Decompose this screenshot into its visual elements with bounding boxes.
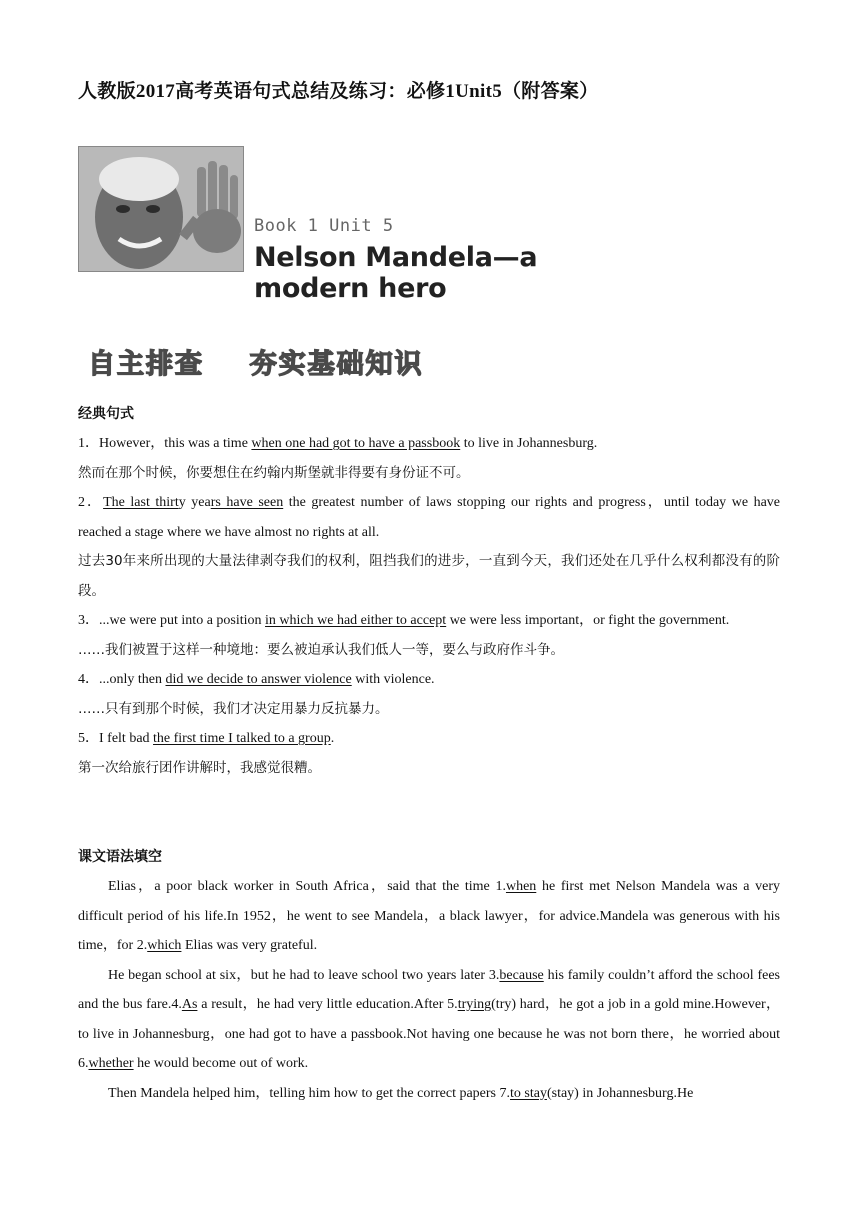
answer-blank: because (499, 967, 544, 983)
underlined-phrase: The last thirt (103, 495, 179, 510)
document-body (78, 400, 780, 1108)
section-heading-grammar: 课文语法填空 (78, 849, 162, 865)
lesson-title: Nelson Mandela—a modern hero (254, 242, 538, 304)
sentence-text: ...we were put into a position (99, 613, 266, 628)
sentence-5-en (78, 724, 780, 754)
answer-blank: which (147, 938, 182, 953)
sentence-3-cn: ……我们被置于这样一种境地：要么被迫承认我们低人一等，要么与政府作斗争。 (78, 641, 564, 658)
passage-text: his family couldn’t afford the school fees and the bus fare.4. (78, 967, 780, 1012)
passage-text: Elias was very grateful. (181, 938, 318, 953)
grammar-paragraph-1 (78, 872, 780, 961)
sentence-4-en (78, 665, 780, 695)
grammar-paragraph-3 (78, 1079, 780, 1109)
sentence-text: . (330, 731, 335, 746)
section-heading-classic: 经典句式 (78, 406, 134, 422)
item-number: 2． (78, 495, 104, 510)
passage-text: Then Mandela helped him，telling him how to get the correct papers 7. (108, 1085, 510, 1101)
section-banner: 自主排查 夯实基础知识 (88, 349, 424, 380)
sentence-text: we were less important，or fight the government. (446, 613, 730, 628)
answer-blank: to stay (510, 1085, 547, 1101)
sentence-text: to live in Johannesburg. (460, 436, 598, 451)
answer-blank: whether (88, 1056, 134, 1071)
passage-text: (try) hard，he got a job in a gold mine.However，to live in Johannesburg，one had got to have a passbook.Not having one because he was not born there，he worried about 6. (78, 997, 780, 1071)
item-number: 3． (78, 613, 99, 628)
spacer (78, 783, 780, 843)
document-title: 人教版2017高考英语句式总结及练习：必修1Unit5（附答案） (78, 81, 599, 102)
sentence-2-en (78, 488, 780, 547)
underlined-phrase: when one had got to have a passbook (251, 436, 461, 451)
book-unit-label: Book 1 Unit 5 (254, 216, 394, 236)
grammar-paragraph-2 (78, 961, 780, 1079)
sentence-1-en (78, 429, 780, 459)
sentence-text: with violence. (351, 672, 435, 687)
passage-text: he first met Nelson Mandela was a very difficult period of his life.In 1952，he went to see Mandela，a black lawyer，for advice.Mandela was generous with his time，for 2. (78, 879, 780, 953)
portrait-photo (78, 146, 244, 272)
sentence-2-cn: 过去30年来所出现的大量法律剥夺我们的权利，阻挡我们的进步，一直到今天，我们还处在几乎什么权利都没有的阶段。 (78, 553, 780, 599)
unit-banner (78, 146, 658, 304)
item-number: 1． (78, 436, 99, 451)
sentence-text: the greatest number of laws stopping our rights and progress，until today we have reached a stage where we have almost no rights at all. (78, 495, 780, 540)
sentence-3-en (78, 606, 780, 636)
answer-blank: trying (457, 997, 492, 1012)
underlined-phrase: the first time I talked to a group (153, 731, 331, 746)
sentence-text: ...only then (99, 672, 166, 687)
portrait-photo-icon (79, 147, 243, 271)
sentence-text: I felt bad (99, 731, 154, 746)
item-number: 5． (78, 731, 99, 746)
passage-text: he would become out of work. (133, 1056, 309, 1071)
sentence-1-cn: 然而在那个时候，你要想住在约翰内斯堡就非得要有身份证不可。 (78, 464, 470, 481)
passage-text: Elias，a poor black worker in South Africa，said that the time 1. (108, 879, 506, 894)
sentence-5-cn: 第一次给旅行团作讲解时，我感觉很糟。 (78, 759, 321, 776)
passage-text: (stay) in Johannesburg.He (546, 1085, 694, 1101)
underlined-phrase: in which we had either to accept (265, 613, 447, 628)
sentence-4-cn: ……只有到那个时候，我们才决定用暴力反抗暴力。 (78, 700, 389, 717)
underlined-phrase: rs have seen (210, 495, 284, 510)
answer-blank: when (505, 879, 537, 894)
sentence-text: However，this was a time (99, 436, 252, 451)
passage-text: a result，he had very little education.After 5. (197, 997, 458, 1012)
item-number: 4． (78, 672, 99, 687)
sentence-text: y yea (178, 495, 211, 510)
answer-blank: As (181, 997, 198, 1012)
passage-text: He began school at six，but he had to leave school two years later 3. (108, 967, 500, 983)
underlined-phrase: did we decide to answer violence (165, 672, 352, 687)
